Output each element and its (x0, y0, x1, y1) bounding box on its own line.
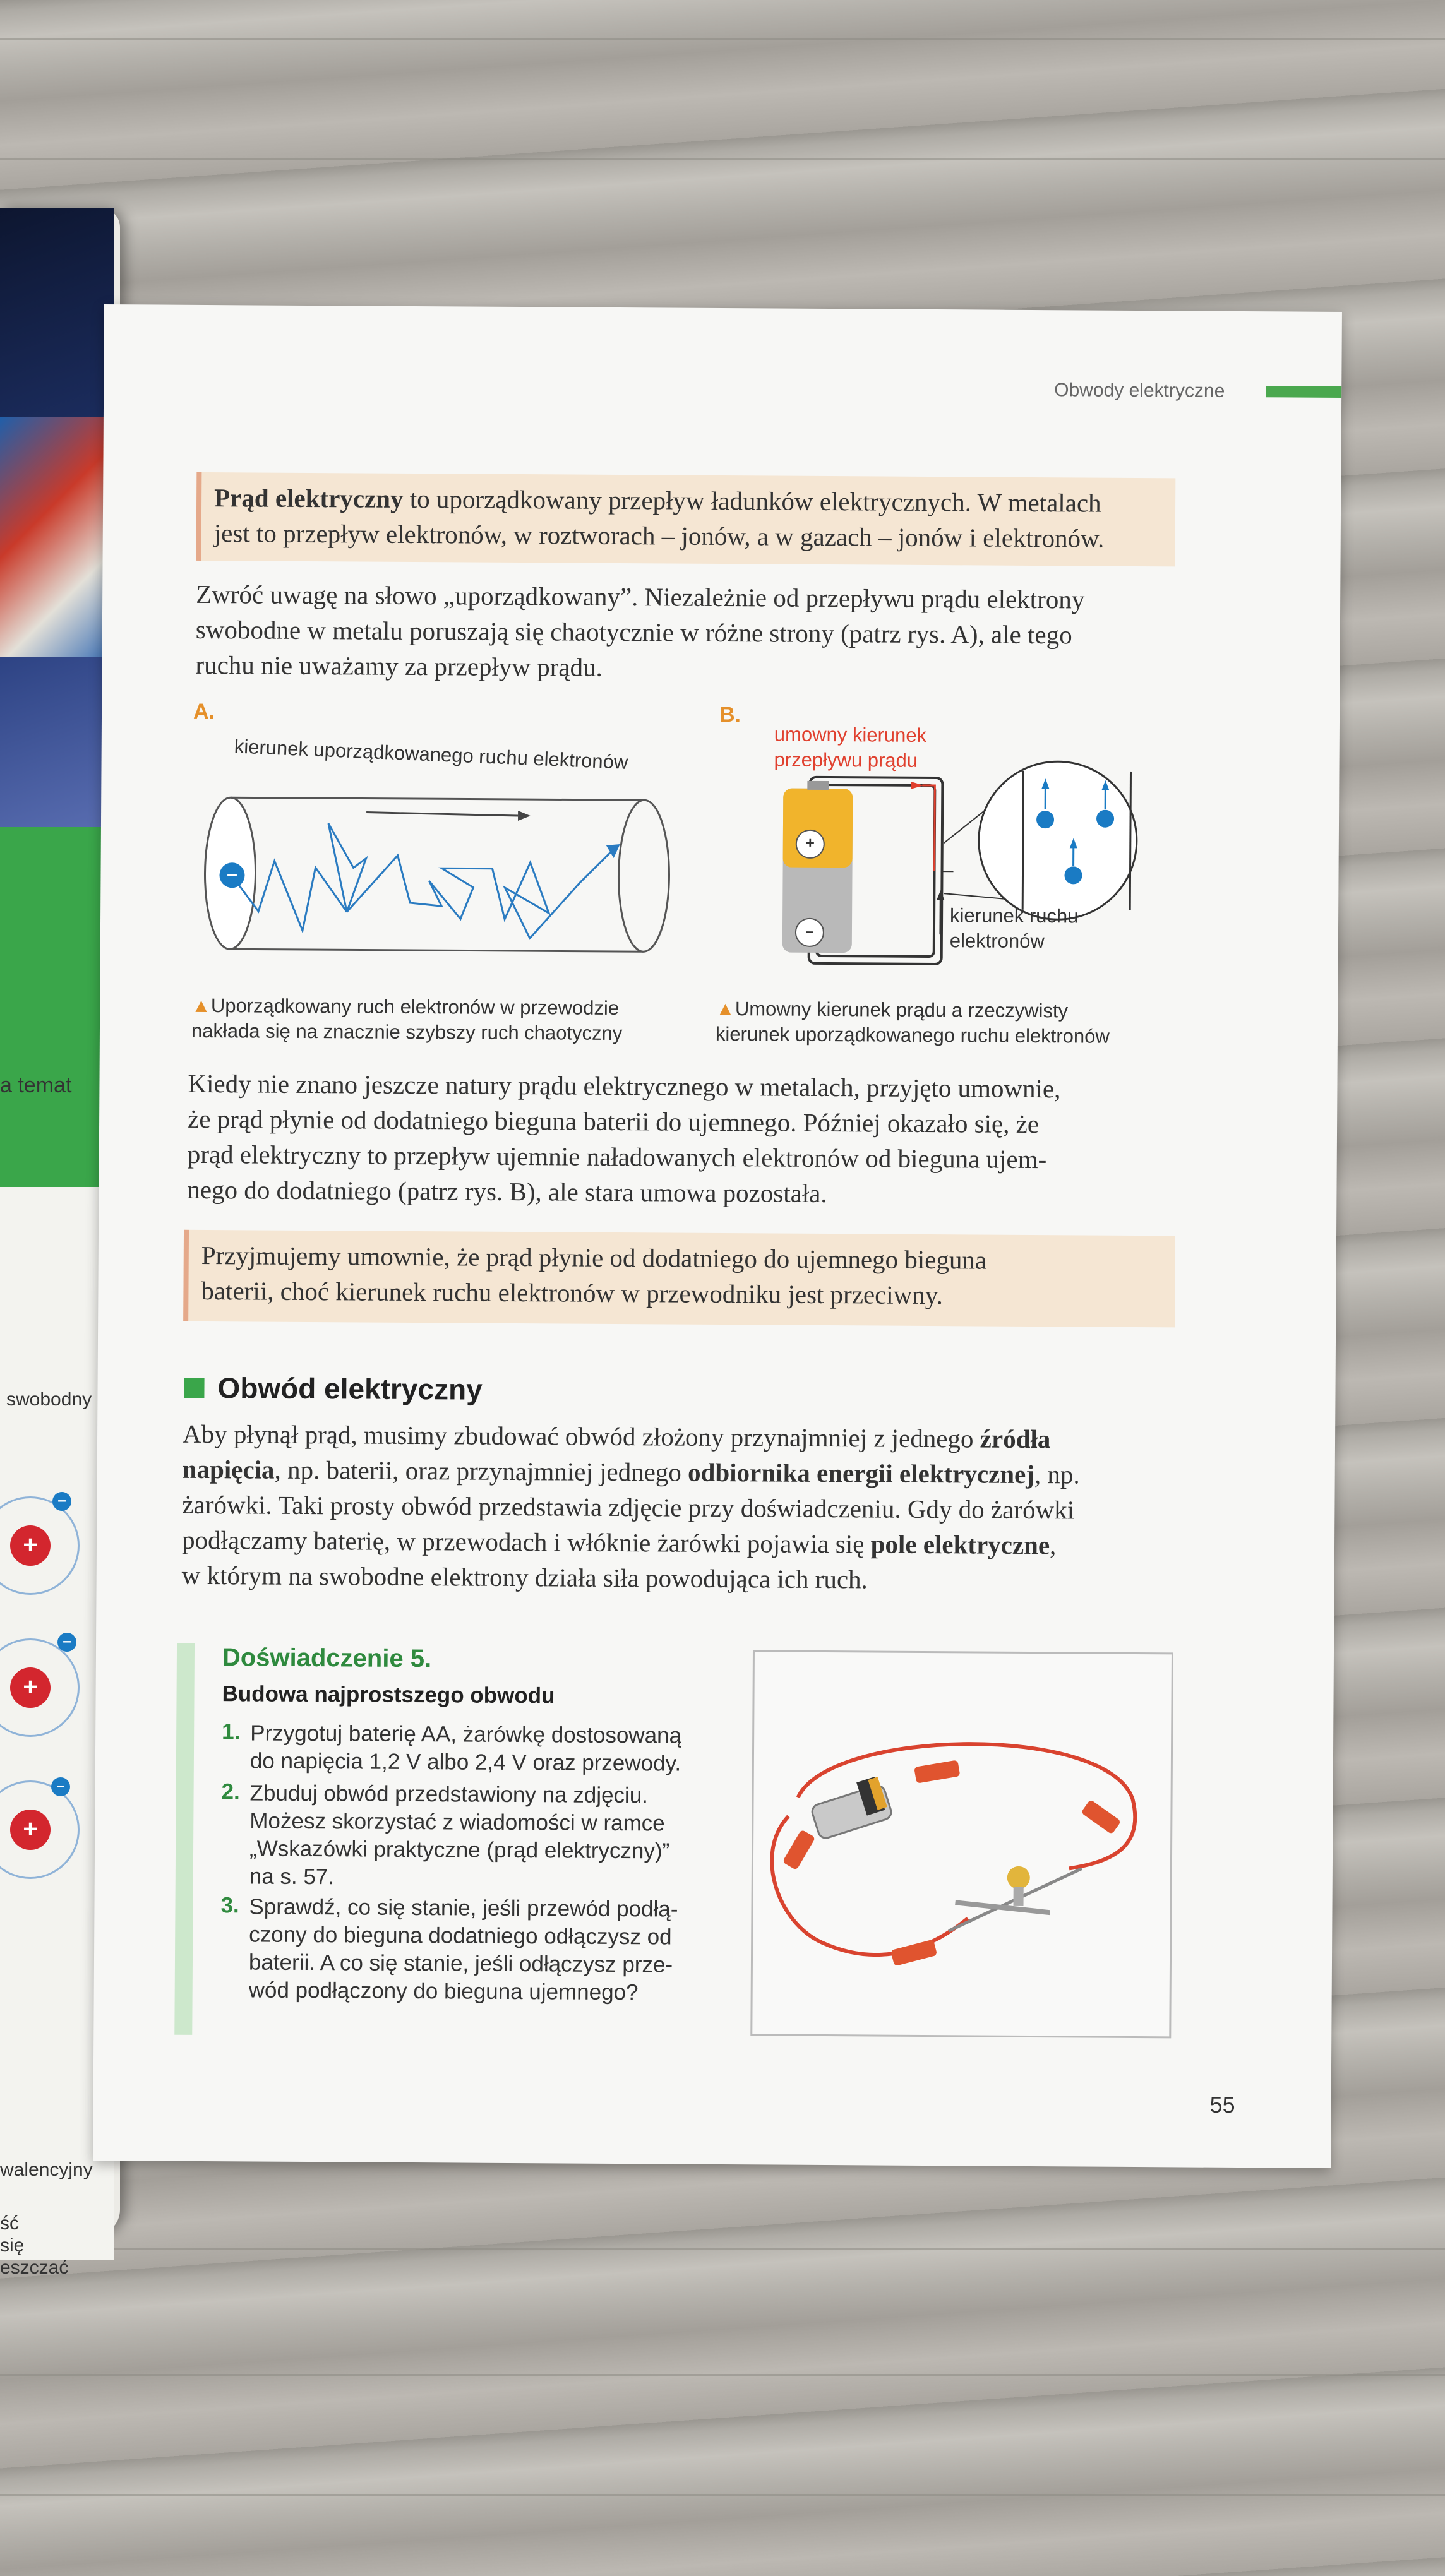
left-page-label-temat: a temat (0, 1073, 72, 1097)
paragraph-line (182, 1522, 1180, 1564)
definition-term: Prąd elektryczny (213, 483, 404, 513)
step-line: Zbuduj obwód przedstawiony na zdjęciu. (249, 1780, 649, 1808)
wood-grain (0, 2494, 1445, 2496)
page-number: 55 (1209, 2091, 1235, 2118)
paragraph-line: swobodne w metalu poruszają się chaotycznie w różne strony (patrz rys. A), ale tego (195, 614, 1072, 650)
left-page-label-swobodny: swobodny (6, 1389, 92, 1410)
figure-b-electron-label (950, 903, 1079, 954)
bold-term: pole elektryczne (870, 1529, 1050, 1560)
left-page-photo (0, 417, 114, 657)
wood-grain (0, 38, 1445, 40)
step-line: Możesz skorzystać z wiadomości w ramce (249, 1808, 665, 1836)
textbook-page (93, 304, 1342, 2168)
paragraph-line: Zwróć uwagę na słowo „uporządkowany”. Niezależnie od przepływu prądu elektrony (196, 579, 1085, 614)
wood-grain (0, 2248, 1445, 2250)
figure-b-electron-line: kierunek ruchu (950, 904, 1079, 927)
definition-line-1 (214, 480, 1163, 521)
paragraph-line: w którym na swobodne elektrony działa siła powodująca ich ruch. (181, 1560, 868, 1594)
nucleus-plus: + (10, 1810, 51, 1850)
step-text (250, 1719, 681, 1777)
convention-box (183, 1230, 1175, 1328)
electron-icon: – (57, 1633, 76, 1652)
section-bullet-icon (184, 1378, 204, 1398)
paragraph-line (183, 1416, 1180, 1458)
running-header: Obwody elektryczne (1054, 379, 1225, 402)
header-accent-bar (1266, 386, 1341, 398)
caption-line (716, 996, 1110, 1024)
figure-a-arrow-label: kierunek uporządkowanego ruchu elektronów (234, 735, 628, 773)
step-line: baterii. A co się stanie, jeśli odłączysz prze- (248, 1950, 673, 1977)
electron-icon: – (51, 1777, 70, 1796)
circuit-photo-drawing (752, 1652, 1172, 2036)
figure-b-electron-line: elektronów (949, 929, 1045, 953)
wood-grain (0, 2374, 1445, 2376)
left-page-label-eszczac: eszczać (0, 2257, 69, 2278)
text-run: , np. baterii, oraz przynajmniej jednego (274, 1455, 688, 1487)
caption-line (191, 993, 623, 1021)
paragraph-convention-history (187, 1066, 1179, 1213)
caption-triangle-icon: ▲ (191, 994, 212, 1017)
figure-b-label: B. (719, 702, 741, 727)
figure-a-label: A. (193, 699, 215, 724)
paragraph-circuit (182, 1416, 1181, 1599)
figure-b-current-label (774, 722, 926, 773)
definition-line-2: jest to przepływ elektronów, w roztworach – jonów, a w gazach – jonów i elektronów. (213, 518, 1105, 553)
nucleus-plus: + (10, 1525, 51, 1566)
bold-term: źródła (980, 1424, 1051, 1454)
paragraph-line: nego do dodatniego (patrz rys. B), ale stara umowa pozostała. (187, 1174, 827, 1208)
paragraph-chaotic-motion (195, 576, 1181, 689)
step-number: 3. (220, 1893, 239, 1918)
caption-text: Uporządkowany ruch elektronów w przewodzie (210, 994, 620, 1019)
figure-b-current-line: przepływu prądu (774, 748, 918, 772)
battery-minus-terminal: – (795, 918, 824, 947)
paragraph-line (183, 1452, 1180, 1493)
text-run: Aby płynął prąd, musimy zbudować obwód złożony przynajmniej z jednego (182, 1419, 980, 1453)
left-page-label-walencyjny: walencyjny (0, 2159, 93, 2180)
text-run: , np. (1034, 1460, 1080, 1489)
paragraph-line: Kiedy nie znano jeszcze natury prądu elektrycznego w metalach, przyjęto umownie, (188, 1068, 1061, 1104)
paragraph-line: prąd elektryczny to przepływ ujemnie naładowanych elektronów od bieguna ujem- (187, 1139, 1047, 1174)
text-run: , (1049, 1530, 1057, 1560)
paragraph-line: że prąd płynie od dodatniego bieguna baterii do ujemnego. Później okazało się, że (187, 1104, 1040, 1139)
caption-triangle-icon: ▲ (716, 997, 735, 1020)
figure-b-current-line: umowny kierunek (774, 723, 927, 746)
electron-icon: – (219, 862, 244, 888)
left-page-label-sie: się (0, 2235, 25, 2256)
bold-term: napięcia (182, 1454, 275, 1484)
figure-a-wire-diagram (201, 785, 683, 971)
nucleus-plus: + (10, 1667, 51, 1708)
text-run: podłączamy baterię, w przewodach i włóknie żarówki pojawia się (181, 1525, 871, 1559)
convention-line: baterii, choć kierunek ruchu elektronów w przewodniku jest przeciwny. (201, 1275, 944, 1310)
step-number: 1. (222, 1719, 241, 1744)
wood-grain (0, 158, 1445, 160)
experiment-side-bar (174, 1643, 195, 2035)
left-page-green-band (0, 827, 111, 1187)
figure-b-caption (716, 996, 1110, 1049)
step-text (249, 1779, 670, 1893)
caption-line: kierunek uporządkowanego ruchu elektronów (715, 1022, 1110, 1047)
step-line: wód podłączony do bieguna ujemnego? (248, 1977, 639, 2005)
step-line: Sprawdź, co się stanie, jeśli przewód podłą- (249, 1894, 678, 1922)
experiment-photo (750, 1650, 1173, 2038)
electron-icon: – (52, 1492, 71, 1511)
left-page-label-sc: ść (0, 2213, 19, 2234)
step-line: na s. 57. (249, 1864, 335, 1890)
bold-term: odbiornika energii elektrycznej (687, 1457, 1035, 1489)
experiment-subtitle: Budowa najprostszego obwodu (222, 1681, 555, 1708)
step-line: „Wskazówki praktyczne (prąd elektryczny)” (249, 1836, 670, 1864)
section-title: Obwód elektryczny (217, 1371, 483, 1406)
caption-line: nakłada się na znacznie szybszy ruch chaotyczny (191, 1019, 623, 1045)
definition-text-1: to uporządkowany przepływ ładunków elektrycznych. W metalach (403, 484, 1101, 518)
step-line: czony do bieguna dodatniego odłączysz od (249, 1922, 672, 1950)
step-line: do napięcia 1,2 V albo 2,4 V oraz przewody. (249, 1748, 681, 1776)
battery-plus-terminal: + (796, 830, 825, 859)
definition-box (196, 472, 1176, 566)
step-text (249, 1893, 678, 2007)
step-number: 2. (221, 1779, 240, 1804)
paragraph-line: żarówki. Taki prosty obwód przedstawia zdjęcie przy doświadczeniu. Gdy do żarówki (182, 1489, 1075, 1525)
paragraph-line: ruchu nie uważamy za przepływ prądu. (195, 650, 603, 682)
convention-line: Przyjmujemy umownie, że prąd płynie od dodatniego do ujemnego bieguna (201, 1240, 987, 1275)
step-line: Przygotuj baterię AA, żarówkę dostosowaną (250, 1720, 682, 1748)
figure-a-caption (191, 993, 623, 1046)
caption-text: Umowny kierunek prądu a rzeczywisty (734, 998, 1069, 1022)
experiment-title: Doświadczenie 5. (222, 1643, 432, 1673)
